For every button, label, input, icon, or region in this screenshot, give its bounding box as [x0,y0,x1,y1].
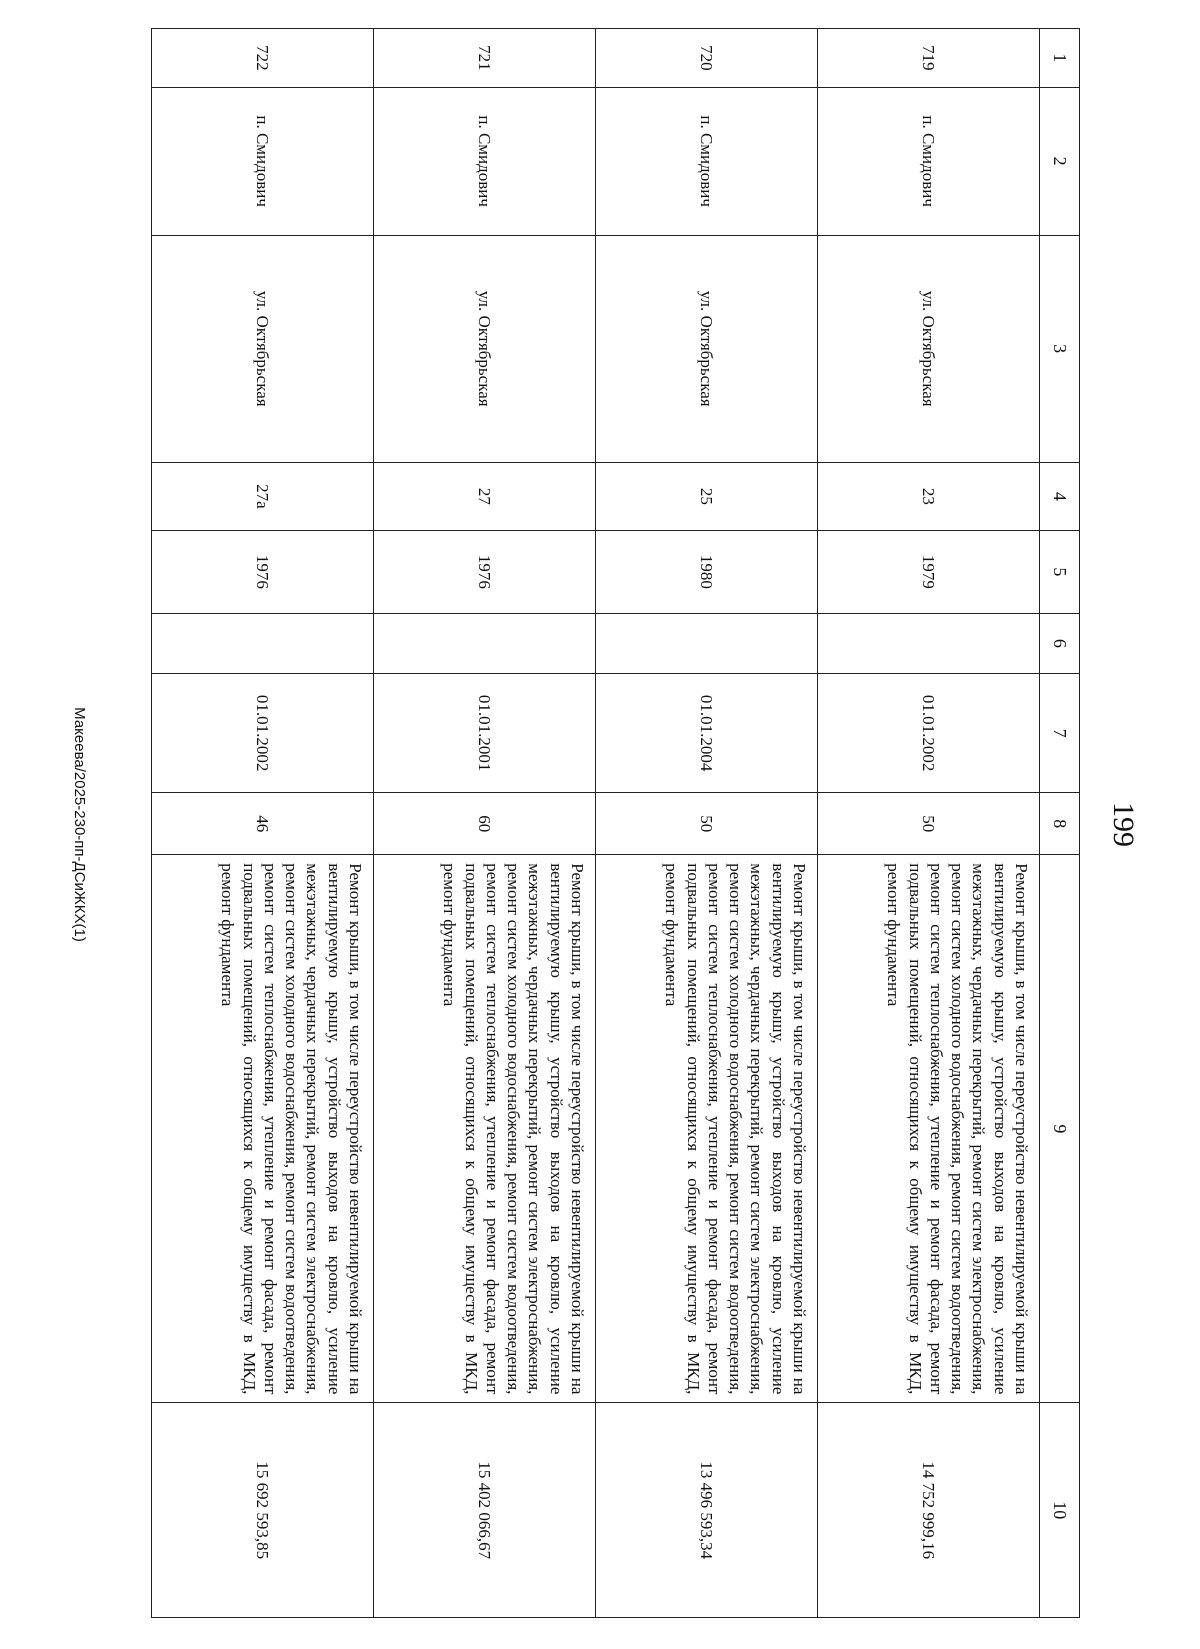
settlement: п. Смидович [596,87,818,235]
column-6-value [596,613,818,673]
wear-percent: 60 [374,793,596,855]
column-6-value [374,613,596,673]
column-number: 9 [1040,855,1080,1403]
column-number: 6 [1040,613,1080,673]
wear-percent: 50 [596,793,818,855]
table-row [374,29,596,1618]
cost: 15 692 593,85 [152,1403,374,1618]
build-year: 1976 [374,531,596,614]
wear-percent: 50 [818,793,1040,855]
house-number: 25 [596,462,818,530]
street: ул. Октябрьская [152,235,374,462]
works-description: Ремонт крыши, в том числе переустройство невентилируемой крыши на вентилируемую крышу, устройство выходов на кровлю, усиление межэтажных, чердачных перекрытий, ремонт систем электроснабжения, ремонт систем холодного водоснабжения, ремонт систем водоотведения, ремонт систем теплоснабжения, утепление и ремонт фасада, ремонт подвальных помещений, относящихся к общему имуществу в МКД, ремонт фундамента [374,855,596,1403]
column-number-row [1040,29,1080,1618]
street: ул. Октябрьская [596,235,818,462]
build-year: 1979 [818,531,1040,614]
column-number: 4 [1040,462,1080,530]
date: 01.01.2002 [818,674,1040,793]
street: ул. Октябрьская [818,235,1040,462]
build-year: 1976 [152,531,374,614]
settlement: п. Смидович [152,87,374,235]
cost: 13 496 593,34 [596,1403,818,1618]
column-6-value [818,613,1040,673]
column-number: 10 [1040,1403,1080,1618]
settlement: п. Смидович [818,87,1040,235]
row-number: 720 [596,29,818,88]
table-row [818,29,1040,1618]
cost: 15 402 066,67 [374,1403,596,1618]
date: 01.01.2001 [374,674,596,793]
row-number: 721 [374,29,596,88]
row-number: 722 [152,29,374,88]
house-number: 27 [374,462,596,530]
date: 01.01.2004 [596,674,818,793]
works-description: Ремонт крыши, в том числе переустройство невентилируемой крыши на вентилируемую крышу, устройство выходов на кровлю, усиление межэтажных, чердачных перекрытий, ремонт систем электроснабжения, ремонт систем холодного водоснабжения, ремонт систем водоотведения, ремонт систем теплоснабжения, утепление и ремонт фасада, ремонт подвальных помещений, относящихся к общему имуществу в МКД, ремонт фундамента [818,855,1040,1403]
table-row [596,29,818,1618]
document-stamp: Макеева/2025-230-пп-ДСиЖКХ(1) [71,707,88,942]
wear-percent: 46 [152,793,374,855]
settlement: п. Смидович [374,87,596,235]
street: ул. Октябрьская [374,235,596,462]
build-year: 1980 [596,531,818,614]
date: 01.01.2002 [152,674,374,793]
registry-table [151,28,1080,1618]
column-number: 8 [1040,793,1080,855]
house-number: 23 [818,462,1040,530]
column-6-value [152,613,374,673]
table-row [152,29,374,1618]
column-number: 3 [1040,235,1080,462]
column-number: 7 [1040,674,1080,793]
column-number: 5 [1040,531,1080,614]
column-number: 2 [1040,87,1080,235]
row-number: 719 [818,29,1040,88]
page-number: 199 [1107,802,1140,847]
cost: 14 752 999,16 [818,1403,1040,1618]
house-number: 27а [152,462,374,530]
works-description: Ремонт крыши, в том числе переустройство невентилируемой крыши на вентилируемую крышу, устройство выходов на кровлю, усиление межэтажных, чердачных перекрытий, ремонт систем электроснабжения, ремонт систем холодного водоснабжения, ремонт систем водоотведения, ремонт систем теплоснабжения, утепление и ремонт фасада, ремонт подвальных помещений, относящихся к общему имуществу в МКД, ремонт фундамента [596,855,818,1403]
column-number: 1 [1040,29,1080,88]
works-description: Ремонт крыши, в том числе переустройство невентилируемой крыши на вентилируемую крышу, устройство выходов на кровлю, усиление межэтажных, чердачных перекрытий, ремонт систем электроснабжения, ремонт систем холодного водоснабжения, ремонт систем водоотведения, ремонт систем теплоснабжения, утепление и ремонт фасада, ремонт подвальных помещений, относящихся к общему имуществу в МКД, ремонт фундамента [152,855,374,1403]
